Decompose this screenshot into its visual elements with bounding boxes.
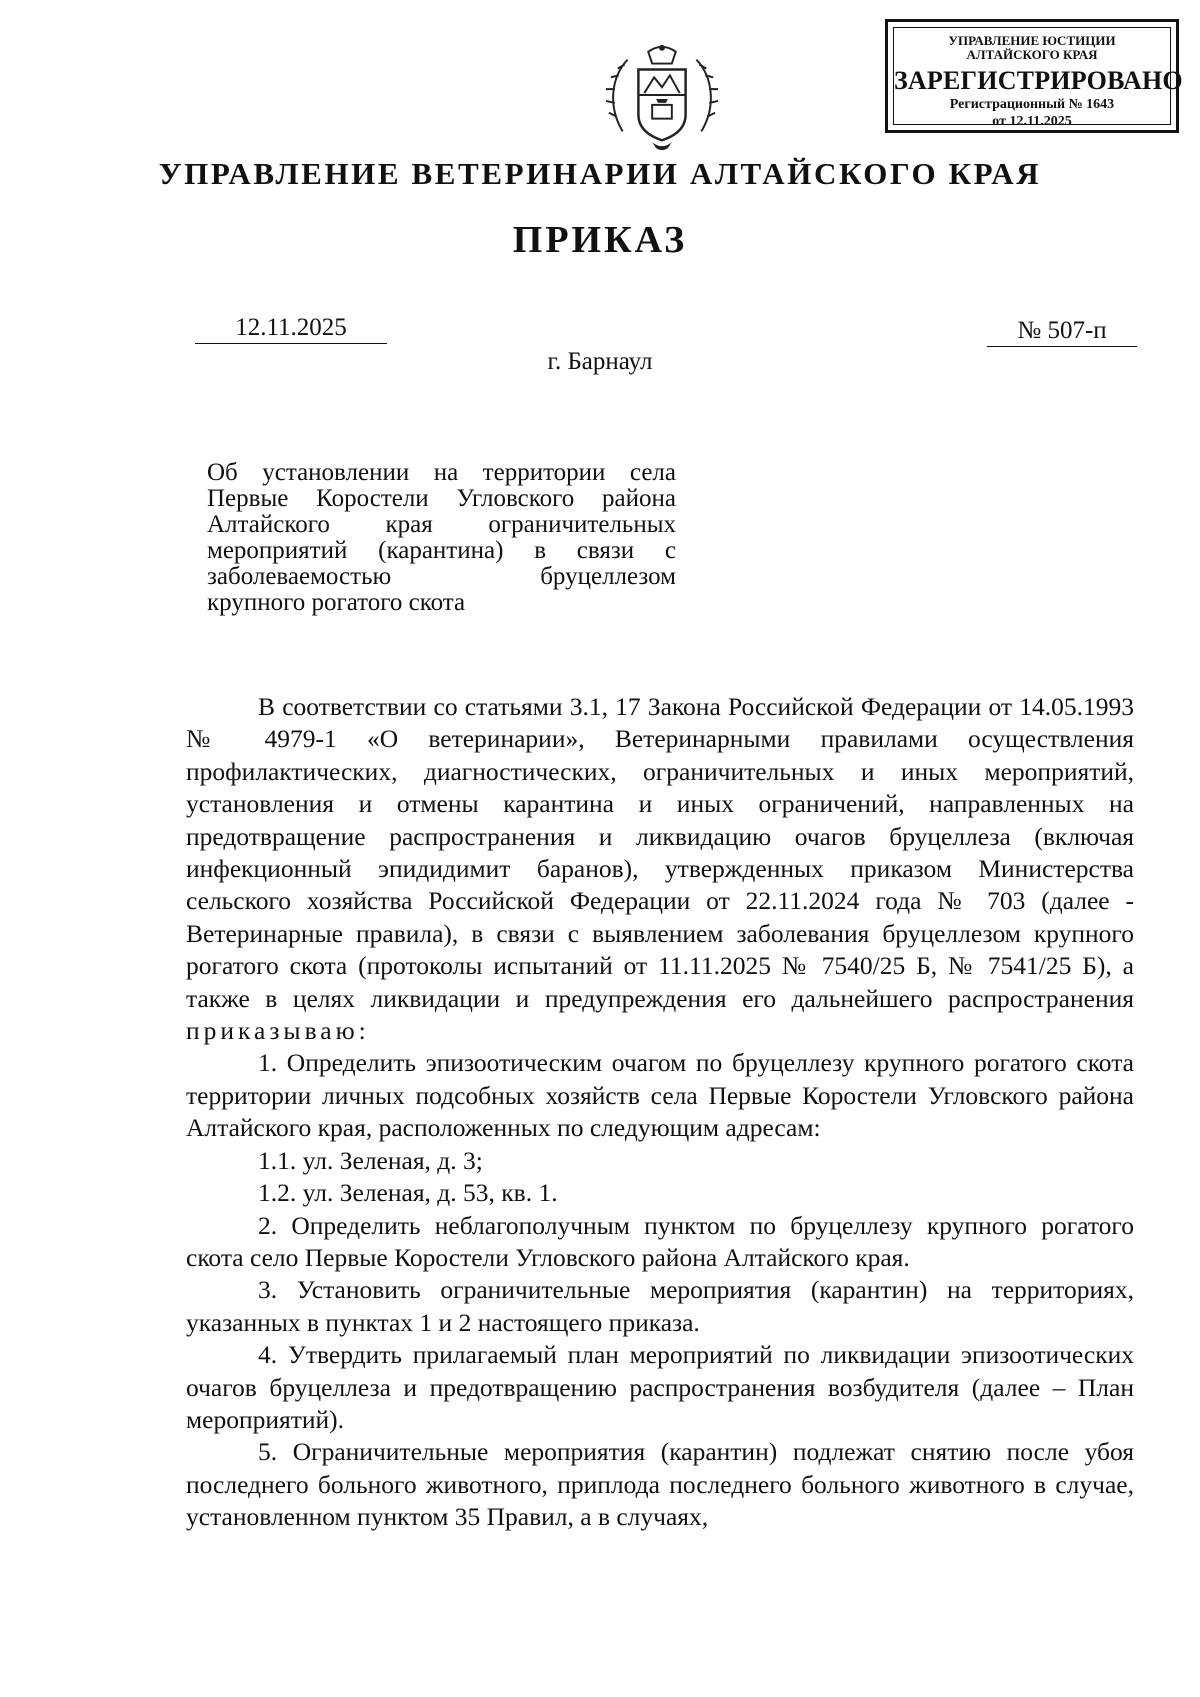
stamp-org-line-2: АЛТАЙСКОГО КРАЯ bbox=[966, 47, 1098, 62]
registration-stamp bbox=[885, 19, 1183, 133]
order-item: 4. Утвердить прилагаемый план мероприятий по ликвидации эпизоотических очагов бруцеллеза и предотвращению распространения возбудителя (далее – План мероприятий). bbox=[186, 1340, 1134, 1434]
subject-line: Алтайского края ограничительных bbox=[207, 511, 676, 538]
registration-stamp-inner-frame bbox=[893, 27, 1183, 129]
stamp-org-line-1: УПРАВЛЕНИЕ ЮСТИЦИИ bbox=[948, 33, 1116, 48]
subject-line: заболеваемостью бруцеллезом bbox=[207, 563, 676, 590]
stamp-reg-date: от 12.11.2025 bbox=[992, 114, 1072, 129]
subject-line: мероприятий (карантина) в связи с bbox=[207, 537, 676, 564]
order-date: 12.11.2025 bbox=[195, 313, 387, 344]
altai-krai-coat-of-arms-icon bbox=[603, 38, 721, 156]
subject-line: Об установлении на территории села bbox=[207, 459, 676, 486]
issuing-authority: УПРАВЛЕНИЕ ВЕТЕРИНАРИИ АЛТАЙСКОГО КРАЯ bbox=[158, 156, 1042, 191]
order-word: приказываю: bbox=[186, 1016, 370, 1046]
stamp-status: ЗАРЕГИСТРИРОВАНО bbox=[894, 66, 1183, 95]
order-item: 3. Установить ограничительные мероприятия (карантин) на территориях, указанных в пунктах 1 и 2 настоящего приказа. bbox=[186, 1275, 1134, 1337]
preamble-text: В соответствии со статьями 3.1, 17 Закона Российской Федерации от 14.05.1993 № 4979-1 «О ветеринарии», Ветеринарными правилами осуществления профилактических, диагностических, ограничительных и иных мероприятий, установления и отмены карантина и иных ограничений, направленных на предотвращение распространения и ликвидацию очагов бруцеллеза (включая инфекционный эпидидимит баранов), утвержденных приказом Министерства сельского хозяйства Российской Федерации от 22.11.2024 года № 703 (далее - Ветеринарные правила), в связи с выявлением заболевания бруцеллезом крупного рогатого скота (протоколы испытаний от 11.11.2025 № 7540/25 Б, № 7541/25 Б), а также в целях ликвидации и предупреждения его дальнейшего распространения bbox=[186, 692, 1134, 1013]
stamp-reg-number: Регистрационный № 1643 bbox=[949, 97, 1115, 112]
subject-line: Первые Коростели Угловского района bbox=[207, 485, 676, 512]
order-item: 1.1. ул. Зеленая, д. 3; bbox=[258, 1145, 483, 1175]
document-type: ПРИКАЗ bbox=[512, 219, 688, 261]
subject-line: крупного рогатого скота bbox=[207, 589, 466, 616]
stamp-organization bbox=[894, 34, 1170, 62]
issue-city: г. Барнаул bbox=[547, 348, 653, 375]
preamble-paragraph bbox=[186, 691, 1134, 1047]
order-item: 5. Ограничительные мероприятия (карантин) подлежат снятию после убоя последнего больного животного, приплода последнего больного животного в случае, установленном пунктом 35 Правил, а в случаях, bbox=[186, 1437, 1134, 1532]
order-item: 1.2. ул. Зеленая, д. 53, кв. 1. bbox=[258, 1178, 558, 1208]
order-body bbox=[186, 691, 1134, 1534]
order-subject bbox=[207, 460, 676, 616]
order-item: 2. Определить неблагополучным пунктом по бруцеллезу крупного рогатого скота село Первые Коростели Угловского района Алтайского края. bbox=[186, 1210, 1134, 1272]
order-item: 1. Определить эпизоотическим очагом по бруцеллезу крупного рогатого скота территории личных подсобных хозяйств села Первые Коростели Угловского района Алтайского края, расположенных по следующим адресам: bbox=[186, 1048, 1134, 1143]
order-number: № 507-п bbox=[987, 316, 1137, 347]
